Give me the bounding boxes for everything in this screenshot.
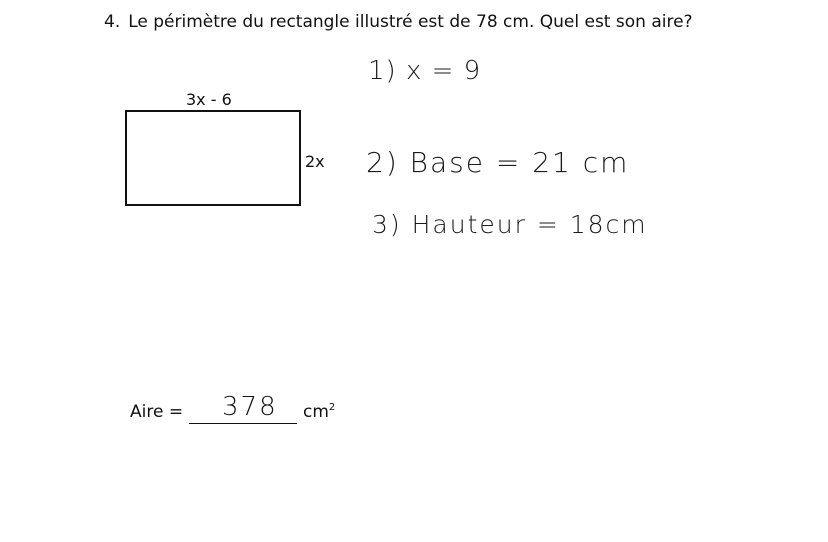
handwritten-step-1: 1) x = 9 bbox=[368, 56, 482, 86]
question-prompt: Le périmètre du rectangle illustré est de 78 cm. Quel est son aire? bbox=[128, 12, 693, 32]
handwritten-step-3: 3) Hauteur = 18cm bbox=[372, 210, 648, 239]
unit-text: cm bbox=[303, 402, 329, 422]
rectangle-side-label: 2x bbox=[305, 152, 325, 171]
question-number: 4. bbox=[104, 12, 121, 32]
answer-blank-line bbox=[189, 423, 297, 424]
answer-unit bbox=[303, 402, 335, 422]
rectangle-figure bbox=[125, 110, 301, 206]
handwritten-step-2: 2) Base = 21 cm bbox=[366, 146, 630, 179]
unit-exponent: 2 bbox=[328, 402, 336, 413]
answer-label: Aire = bbox=[130, 402, 184, 422]
question-text bbox=[104, 12, 693, 32]
rectangle-top-label: 3x - 6 bbox=[186, 90, 232, 109]
answer-value: 378 bbox=[222, 392, 278, 422]
